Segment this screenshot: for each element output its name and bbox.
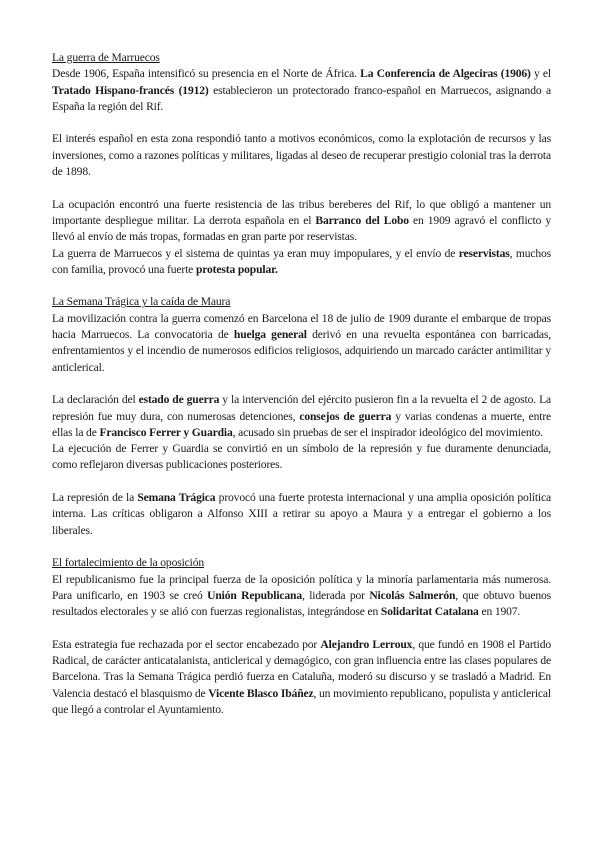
- document-page: [52, 50, 551, 718]
- text-run: La represión de la: [52, 491, 138, 505]
- paragraph: La ejecución de Ferrer y Guardia se convirtió en un símbolo de la represión y fue duramente denunciada, como reflejaron diversas publicaciones posteriores.: [52, 442, 551, 472]
- bold-term: Vicente Blasco Ibáñez: [208, 686, 314, 700]
- text-run: , muchos con familia, provocó una fuerte: [52, 246, 551, 276]
- bold-term: huelga general: [233, 328, 307, 342]
- bold-term: protesta popular.: [195, 262, 278, 276]
- text-run: provocó una fuerte protesta internacional y una amplia oposición política interna. Las críticas obligaron a Alfonso XIII a retirar su apoyo a Maura y a entregar el gobierno a los liberales.: [52, 491, 551, 537]
- text-run: Desde 1906, España intensificó su presencia en el Norte de África.: [52, 67, 361, 81]
- text-run: La movilización contra la guerra comenzó en Barcelona el 18 de julio de 1909 durante el embarque de tropas hacia Marruecos. La convocatoria de: [52, 311, 551, 342]
- paragraph: [52, 197, 551, 246]
- paragraph: [52, 637, 551, 718]
- bold-term: Semana Trágica: [137, 491, 216, 505]
- paragraph: [52, 66, 551, 115]
- bold-term: Nicolás Salmerón: [369, 588, 456, 602]
- text-run: en 1907.: [478, 605, 521, 619]
- section-heading-marruecos: La guerra de Marruecos: [52, 51, 160, 64]
- text-run: La declaración del: [52, 393, 139, 407]
- paragraph: [52, 392, 551, 441]
- text-run: y la intervención del ejército pusieron fin a la revuelta el 2 de agosto. La represión fue muy dura, con numerosas detenciones,: [52, 393, 551, 423]
- bold-term: Francisco Ferrer y Guardia: [99, 425, 233, 439]
- paragraph: [52, 246, 551, 279]
- paragraph: El interés español en esta zona respondió tanto a motivos económicos, como la explotación de recursos y las inversiones, como a razones políticas y militares, ligadas al deseo de recuperar prestigio colonial tras la derrota de 1898.: [52, 132, 551, 179]
- paragraph: [52, 490, 551, 539]
- text-run: , que fundó en 1908 el Partido Radical, de carácter anticatalanista, anticlerical y demagógico, con gran influencia entre las clases populares de Barcelona. Tras la Semana Trágica perdió fuerza en Cataluña, moderó su discurso y se trasladó a Madrid. En Valencia destacó el blasquismo de: [52, 637, 551, 700]
- bold-term: reservistas: [458, 246, 510, 260]
- bold-term: Alejandro Lerroux: [320, 637, 413, 651]
- text-run: y el: [530, 67, 551, 81]
- bold-term: consejos de guerra: [299, 409, 392, 423]
- text-run: en 1909 agravó el conflicto y llevó al envío de más tropas, formadas en gran parte por reservistas.: [52, 213, 551, 244]
- bold-term: estado de guerra: [138, 393, 220, 407]
- bold-term: La Conferencia de Algeciras (1906): [360, 67, 531, 81]
- bold-term: Tratado Hispano-francés (1912): [52, 83, 209, 97]
- text-run: establecieron un protectorado franco-español en Marruecos, asignando a España la región del Rif.: [52, 83, 551, 113]
- text-run: , un movimiento republicano, populista y anticlerical que llegó a controlar el Ayuntamiento.: [52, 686, 551, 716]
- text-run: La guerra de Marruecos y el sistema de quintas ya eran muy impopulares, y el envío de: [52, 246, 459, 260]
- bold-term: Barranco del Lobo: [315, 213, 409, 227]
- section-heading-oposicion: El fortalecimiento de la oposición: [52, 556, 205, 570]
- text-run: , acusado sin pruebas de ser el inspirador ideológico del movimiento.: [232, 425, 543, 439]
- paragraph: [52, 572, 551, 621]
- text-run: y varias condenas a muerte, entre ellas la de: [52, 409, 552, 439]
- bold-term: Solidaritat Catalana: [380, 605, 479, 619]
- text-run: La ocupación encontró una fuerte resistencia de las tribus bereberes del Rif, lo que obligó a mantener un importante despliegue militar. La derrota española en el: [52, 197, 551, 227]
- text-run: , que obtuvo buenos resultados electorales y se alió con fuerzas regionalistas, integrándose en: [52, 588, 551, 619]
- text-run: , liderada por: [301, 588, 370, 602]
- bold-term: Unión Republicana: [207, 588, 302, 602]
- text-run: El republicanismo fue la principal fuerza de la oposición política y la minoría parlamentaria más numerosa. Para unificarlo, en 1903 se creó: [52, 572, 551, 602]
- text-run: Esta estrategia fue rechazada por el sector encabezado por: [52, 637, 321, 651]
- text-run: derivó en una revuelta espontánea con barricadas, enfrentamientos y el incendio de numerosos edificios religiosos, adquiriendo un marcado carácter antimilitar y anticlerical.: [52, 328, 552, 374]
- paragraph: [52, 311, 551, 376]
- section-heading-semana-tragica: La Semana Trágica y la caída de Maura: [52, 295, 231, 309]
